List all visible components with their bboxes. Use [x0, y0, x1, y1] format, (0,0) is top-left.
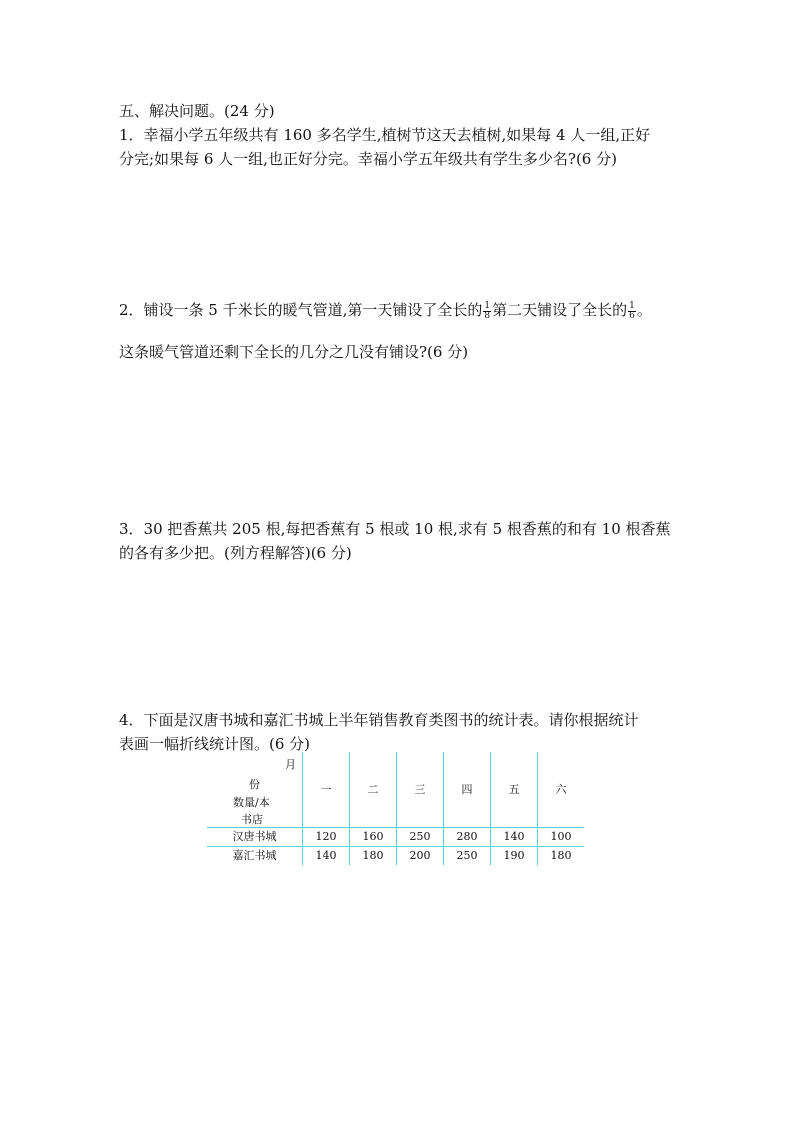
- month-header-cell: 六: [538, 752, 585, 828]
- fraction-denominator: 8: [484, 310, 491, 321]
- fraction-numerator: 1: [629, 300, 635, 311]
- table-row: [207, 828, 584, 847]
- question-2-text-c: 。: [636, 301, 652, 319]
- question-3-line-1: 3．30 把香蕉共 205 根,每把香蕉有 5 根或 10 根,求有 5 根香蕉的和有 10 根香蕉: [119, 520, 671, 538]
- value-cell: 140: [303, 847, 350, 866]
- question-4-line-2: 表画一幅折线统计图。(6 分): [119, 735, 311, 753]
- store-name-cell: 汉唐书城: [207, 828, 303, 847]
- value-cell: 250: [397, 828, 444, 847]
- value-cell: 250: [444, 847, 491, 866]
- question-2-line-2: 这条暖气管道还剩下全长的几分之几没有铺设?(6 分): [119, 343, 469, 361]
- month-header-cell: 五: [491, 752, 538, 828]
- fraction-one-sixth: [628, 302, 636, 321]
- value-cell: 180: [538, 847, 585, 866]
- value-cell: 160: [350, 828, 397, 847]
- question-1-line-2: 分完;如果每 6 人一组,也正好分完。幸福小学五年级共有学生多少名?(6 分): [119, 150, 617, 168]
- corner-label-month-2: 份: [249, 778, 260, 791]
- month-header-cell: 二: [350, 752, 397, 828]
- question-3-line-2: 的各有多少把。(列方程解答)(6 分): [119, 544, 352, 562]
- fraction-numerator: 1: [484, 300, 491, 311]
- question-4-line-1: 4．下面是汉唐书城和嘉汇书城上半年销售教育类图书的统计表。请你根据统计: [119, 711, 639, 729]
- value-cell: 140: [491, 828, 538, 847]
- value-cell: 180: [350, 847, 397, 866]
- value-cell: 200: [397, 847, 444, 866]
- month-header-cell: 四: [444, 752, 491, 828]
- value-cell: 280: [444, 828, 491, 847]
- table-corner-cell: [207, 752, 303, 828]
- question-2: [119, 298, 679, 322]
- corner-label-month-1: 月: [285, 758, 296, 771]
- question-2-text-a: 2．铺设一条 5 千米长的暖气管道,第一天铺设了全长的: [119, 301, 483, 319]
- month-header-cell: 一: [303, 752, 350, 828]
- corner-label-store: 书店: [241, 813, 263, 826]
- question-2-text-b: 第二天铺设了全长的: [492, 301, 628, 319]
- fraction-denominator: 6: [629, 310, 635, 321]
- sales-table: [207, 752, 584, 865]
- month-header-cell: 三: [397, 752, 444, 828]
- value-cell: 100: [538, 828, 585, 847]
- fraction-one-eighth: [483, 302, 491, 321]
- question-1-line-1: 1．幸福小学五年级共有 160 多名学生,植树节这天去植树,如果每 4 人一组,正好: [119, 126, 651, 144]
- corner-label-quantity: 数量/本: [233, 796, 270, 809]
- table-header-row: [207, 752, 584, 828]
- question-1: [119, 123, 679, 171]
- question-3: [119, 517, 679, 565]
- question-4: [119, 708, 679, 756]
- question-2-line-1: [119, 298, 679, 322]
- table-row: [207, 847, 584, 866]
- section-title: 五、解决问题。(24 分): [119, 102, 275, 120]
- value-cell: 190: [491, 847, 538, 866]
- value-cell: 120: [303, 828, 350, 847]
- store-name-cell: 嘉汇书城: [232, 849, 277, 862]
